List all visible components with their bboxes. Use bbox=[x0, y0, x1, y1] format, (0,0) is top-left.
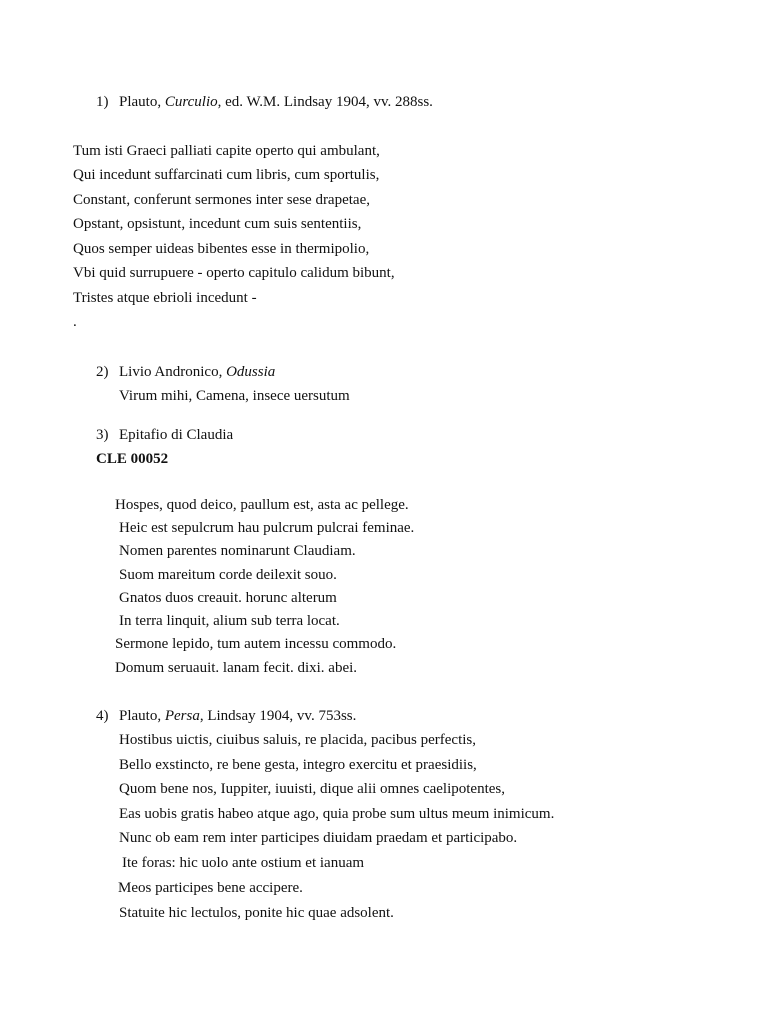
section-4-number: 4) bbox=[96, 708, 109, 724]
section-2-heading bbox=[119, 363, 275, 381]
section-3-verse: Nomen parentes nominarunt Claudiam. bbox=[119, 543, 356, 559]
section-4-verse: Ite foras: hic uolo ante ostium et ianuam bbox=[122, 855, 365, 871]
section-2-heading-prefix: Livio Andronico, bbox=[119, 364, 227, 380]
section-1-heading-title: Curculio bbox=[164, 94, 218, 110]
section-3-verse: Domum seruauit. lanam fecit. dixi. abei. bbox=[115, 660, 358, 676]
section-1-verse: Quos semper uideas bibentes esse in thermipolio, bbox=[73, 241, 370, 257]
section-2-number: 2) bbox=[96, 364, 109, 380]
section-3-number: 3) bbox=[96, 427, 109, 443]
section-4-verse: Bello exstincto, re bene gesta, integro exercitu et praesidiis, bbox=[119, 757, 477, 773]
section-4-verse: Quom bene nos, Iuppiter, iuuisti, dique alii omnes caelipotentes, bbox=[119, 781, 505, 797]
section-4-verse: Meos participes bene accipere. bbox=[118, 880, 303, 896]
section-3-reference: CLE 00052 bbox=[96, 451, 169, 467]
section-3-verse: Sermone lepido, tum autem incessu commodo. bbox=[115, 636, 397, 652]
section-1-verse: Constant, conferunt sermones inter sese drapetae, bbox=[73, 192, 370, 208]
section-2-verse: Virum mihi, Camena, insece uersutum bbox=[119, 388, 350, 404]
section-4-verse: Nunc ob eam rem inter participes diuidam praedam et participabo. bbox=[119, 830, 518, 846]
section-1-verse: Qui incedunt suffarcinati cum libris, cum sportulis, bbox=[73, 167, 380, 183]
section-1-heading-prefix: Plauto, bbox=[119, 94, 165, 110]
section-3-verse: Gnatos duos creauit. horunc alterum bbox=[119, 590, 337, 606]
section-1-verse: . bbox=[73, 314, 77, 330]
section-1-verse: Tristes atque ebrioli incedunt - bbox=[73, 290, 257, 306]
section-1-verse: Tum isti Graeci palliati capite operto qui ambulant, bbox=[73, 143, 380, 159]
section-4-heading-prefix: Plauto, bbox=[119, 708, 165, 724]
section-1-verse: Opstant, opsistunt, incedunt cum suis sententiis, bbox=[73, 216, 362, 232]
section-4-heading bbox=[119, 707, 356, 725]
section-4-verse: Statuite hic lectulos, ponite hic quae adsolent. bbox=[119, 905, 394, 921]
section-3-verse: In terra linquit, alium sub terra locat. bbox=[119, 613, 340, 629]
section-3-verse: Heic est sepulcrum hau pulcrum pulcrai feminae. bbox=[119, 520, 415, 536]
section-3-verse: Suom mareitum corde deilexit souo. bbox=[119, 567, 337, 583]
section-1-number: 1) bbox=[96, 94, 109, 110]
section-1-verse: Vbi quid surrupuere - operto capitulo calidum bibunt, bbox=[73, 265, 395, 281]
section-3-heading: Epitafio di Claudia bbox=[119, 427, 234, 443]
section-4-verse: Hostibus uictis, ciuibus saluis, re placida, pacibus perfectis, bbox=[119, 732, 477, 748]
section-4-verse: Eas uobis gratis habeo atque ago, quia probe sum ultus meum inimicum. bbox=[119, 806, 555, 822]
section-1-heading bbox=[119, 93, 433, 111]
section-1-heading-suffix: , ed. W.M. Lindsay 1904, vv. 288ss. bbox=[217, 94, 433, 110]
section-4-heading-suffix: , Lindsay 1904, vv. 753ss. bbox=[199, 708, 357, 724]
section-2-heading-title: Odussia bbox=[226, 364, 276, 380]
section-3-verse: Hospes, quod deico, paullum est, asta ac pellege. bbox=[115, 497, 409, 513]
section-4-heading-title: Persa bbox=[164, 708, 200, 724]
